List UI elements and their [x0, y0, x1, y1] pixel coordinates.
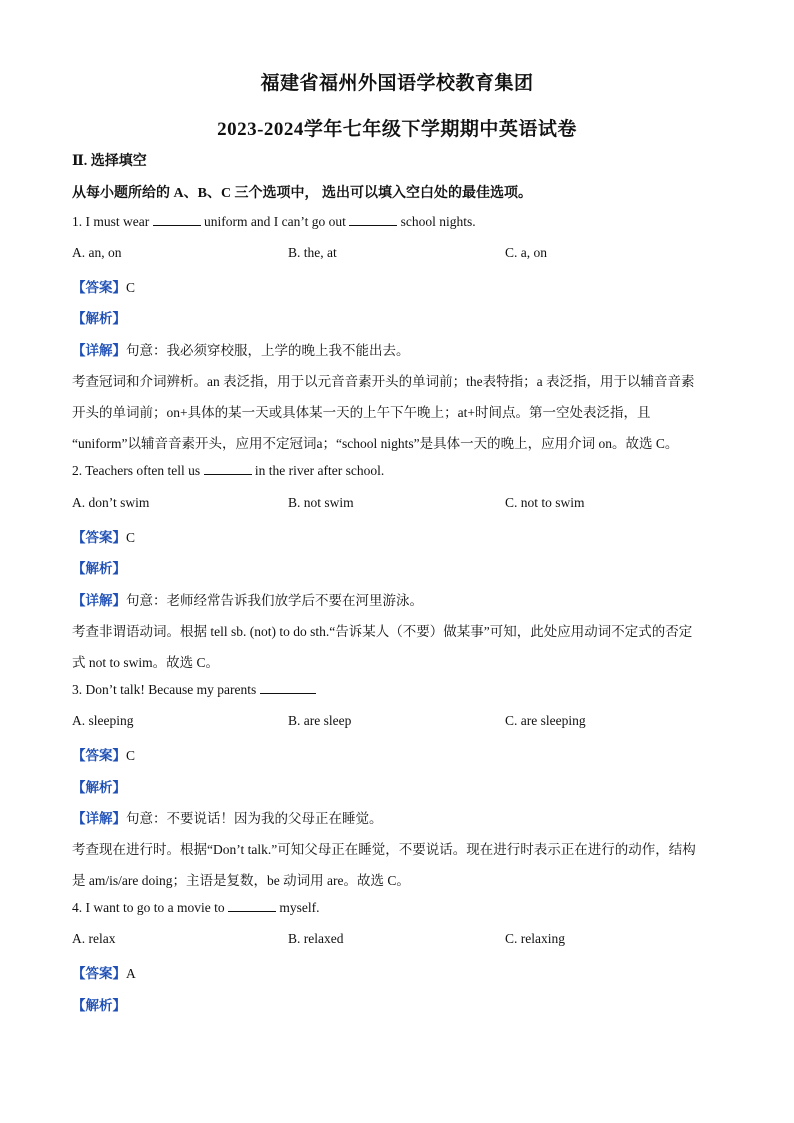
option-b: B. the, at [288, 245, 337, 260]
option-b: B. relaxed [288, 931, 344, 946]
question-stem-2 [72, 463, 384, 479]
explanation-line: 考查现在进行时。根据“Don’t talk.”可知父母正在睡觉，不要说话。现在进行时表示正在进行的动作，结构 [72, 842, 696, 857]
explanation-line: 开头的单词前；on+具体的某一天或具体某一天的上午下午晚上；at+时间点。第一空处表泛指，且 [72, 405, 651, 420]
detail-text: 句意：不要说话！因为我的父母正在睡觉。 [126, 811, 383, 826]
analysis-label: 【解析】 [72, 998, 126, 1013]
answer-value: C [126, 530, 136, 545]
stem-text: in the river after school. [251, 463, 385, 478]
analysis-row [72, 994, 126, 1014]
detail-label: 【详解】 [72, 593, 126, 608]
question-stem-1 [72, 214, 476, 230]
answer-blank [204, 473, 252, 475]
answer-row [72, 276, 135, 296]
stem-text: myself. [275, 900, 320, 915]
section-heading: Ⅱ. 选择填空 [72, 154, 147, 169]
analysis-row [72, 557, 126, 577]
detail-row [72, 339, 410, 359]
explanation-line: “uniform”以辅音音素开头，应用不定冠词a；“school nights”是具体一天的晚上，应用介词 on。故选 C。 [72, 436, 679, 451]
document-title: 福建省福州外国语学校教育集团 [260, 73, 534, 94]
answer-row [72, 962, 136, 982]
analysis-row [72, 776, 126, 796]
answer-row [72, 526, 135, 546]
stem-text: 3. Don’t talk! Because my parents [72, 682, 260, 697]
detail-row [72, 807, 383, 827]
answer-blank [260, 692, 316, 694]
stem-text: 2. Teachers often tell us [72, 463, 204, 478]
stem-text: school nights. [397, 214, 476, 229]
option-a: A. an, on [72, 245, 122, 260]
explanation-line: 考查冠词和介词辨析。an 表泛指，用于以元音音素开头的单词前；the表特指；a 表泛指，用于以辅音音素 [72, 374, 695, 389]
answer-blank [153, 224, 201, 226]
detail-text: 句意：老师经常告诉我们放学后不要在河里游泳。 [126, 593, 423, 608]
detail-label: 【详解】 [72, 811, 126, 826]
detail-row [72, 589, 423, 609]
answer-label: 【答案】 [72, 748, 126, 763]
option-c: C. relaxing [505, 931, 565, 946]
option-a: A. sleeping [72, 713, 134, 728]
explanation-line: 考查非谓语动词。根据 tell sb. (not) to do sth.“告诉某人（不要）做某事”可知，此处应用动词不定式的否定 [72, 624, 693, 639]
analysis-label: 【解析】 [72, 561, 126, 576]
explanation-line: 是 am/is/are doing；主语是复数，be 动词用 are。故选 C。 [72, 873, 410, 888]
stem-text: 4. I want to go to a movie to [72, 900, 228, 915]
answer-value: A [126, 966, 136, 981]
option-b: B. are sleep [288, 713, 352, 728]
explanation-line: 式 not to swim。故选 C。 [72, 655, 220, 670]
answer-label: 【答案】 [72, 530, 126, 545]
analysis-label: 【解析】 [72, 311, 126, 326]
document-subtitle: 2023-2024学年七年级下学期期中英语试卷 [217, 119, 577, 140]
detail-label: 【详解】 [72, 343, 126, 358]
detail-text: 句意：我必须穿校服，上学的晚上我不能出去。 [126, 343, 410, 358]
option-a: A. relax [72, 931, 116, 946]
option-c: C. are sleeping [505, 713, 586, 728]
option-b: B. not swim [288, 495, 354, 510]
question-stem-3 [72, 682, 316, 698]
answer-value: C [126, 280, 136, 295]
analysis-label: 【解析】 [72, 780, 126, 795]
answer-blank [349, 224, 397, 226]
option-a: A. don’t swim [72, 495, 150, 510]
section-instruction: 从每小题所给的 A、B、C 三个选项中， 选出可以填入空白处的最佳选项。 [72, 186, 533, 201]
answer-label: 【答案】 [72, 280, 126, 295]
option-c: C. not to swim [505, 495, 585, 510]
stem-text: 1. I must wear [72, 214, 153, 229]
answer-label: 【答案】 [72, 966, 126, 981]
answer-blank [228, 910, 276, 912]
question-stem-4 [72, 900, 319, 916]
answer-row [72, 744, 135, 764]
answer-value: C [126, 748, 136, 763]
analysis-row [72, 307, 126, 327]
option-c: C. a, on [505, 245, 547, 260]
stem-text: uniform and I can’t go out [200, 214, 350, 229]
